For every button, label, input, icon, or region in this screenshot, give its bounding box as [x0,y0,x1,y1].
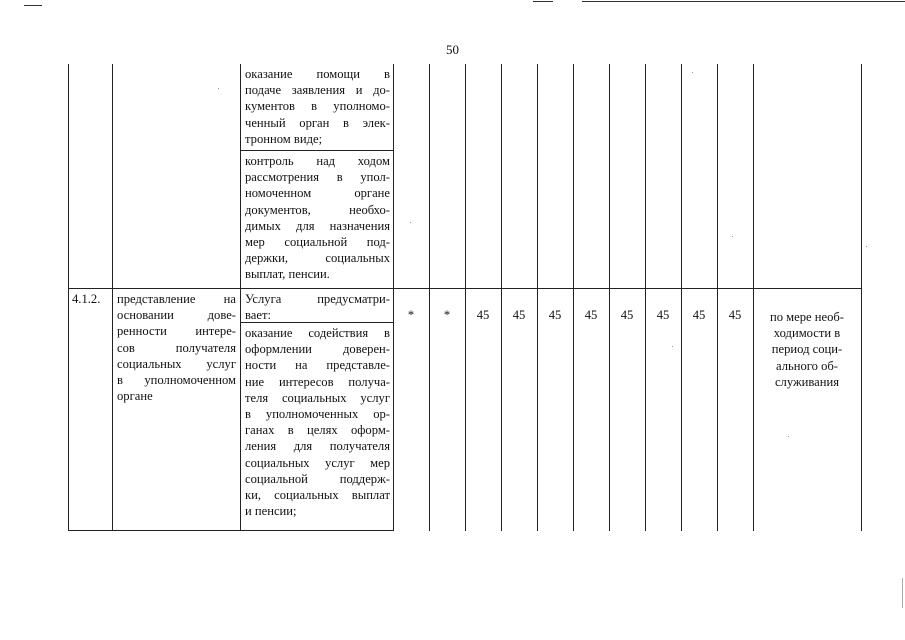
scan-speck [410,222,411,223]
value-cell: * [407,308,415,322]
content-cell-block: контроль над ходом рассмотрения в упол- номоченном органе документов, необхо- димых для назначения мер социальной под- держки, социальных выплат, пенсии. [245,154,390,282]
scan-artifact-right [582,1,905,2]
scan-speck [692,72,693,73]
scan-speck [672,346,673,347]
scan-speck [866,246,867,247]
scan-artifact-mid [533,1,553,2]
scan-artifact-left [24,5,42,6]
page-number: 50 [446,42,459,57]
value-cell: * [443,308,451,322]
service-name-cell: представление на основании дове- ренности интере- сов получателя социальных услуг в уполномоченном органе [117,292,236,404]
value-cell: 45 [656,308,670,322]
value-cell: 45 [692,308,706,322]
value-cell: 45 [620,308,634,322]
value-cell: 45 [728,308,742,322]
note-cell: по мере необ- ходимости в период соци- ального об- служивания [769,310,844,389]
scan-artifact-edge [902,578,903,608]
scan-speck [788,436,789,437]
value-cell: 45 [512,308,526,322]
value-cell: 45 [476,308,490,322]
content-cell-block: оказание помощи в подаче заявления и до- кументов в уполномо- ченный орган в элек- тронном виде; [245,67,390,146]
scan-speck [218,88,219,89]
content-cell-block: оказание содействия в оформлении доверен- ности на представле- ние интересов получа- теля социальных услуг в уполномоченных ор- ганах в целях оформ- ления для получателя социальных услуг мер социальной поддерж- ки, социальных выплат и пенсии; [245,326,390,519]
row-number: 4.1.2. [72,292,101,306]
value-cell: 45 [548,308,562,322]
scan-speck [732,236,733,237]
content-cell-block: Услуга предусматри- вает: [245,292,390,323]
value-cell: 45 [584,308,598,322]
